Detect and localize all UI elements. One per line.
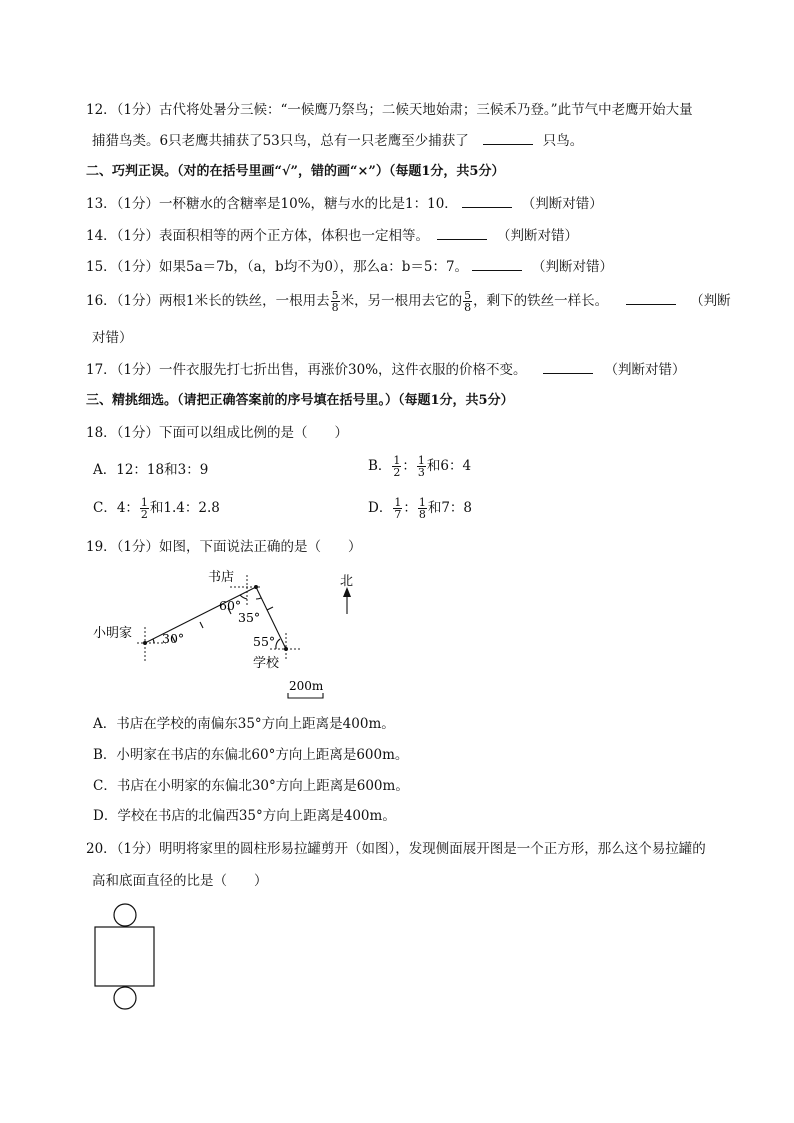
q16-text-a: 16．（1分）两根1米长的铁丝，一根用去 bbox=[86, 293, 330, 309]
q12-text: 捕猎鸟类。6只老鹰共捕获了53只鸟，总有一只老鹰至少捕获了 bbox=[92, 133, 469, 149]
q18-b-colon: ： bbox=[402, 458, 416, 474]
section3-heading: 三、精挑细选。（请把正确答案前的序号填在括号里。）（每题1分，共5分） bbox=[86, 393, 514, 408]
q13 bbox=[86, 193, 603, 214]
q19-stem: 19．（1分）如图，下面说法正确的是（ ） bbox=[86, 539, 362, 555]
q18-d-label: D． bbox=[368, 500, 393, 516]
fig-home-label: 小明家 bbox=[93, 626, 133, 641]
q20-cylinder-net-figure bbox=[88, 900, 168, 1015]
q16-fraction-1: $\frac{5}{8}$ bbox=[331, 289, 339, 314]
q16-line2: 对错） bbox=[92, 330, 133, 346]
q17-text: 17．（1分）一件衣服先打七折出售，再涨价30%，这件衣服的价格不变。 bbox=[86, 362, 527, 378]
q16-text-c: ，剩下的铁丝一样长。 bbox=[473, 293, 609, 309]
q18-d-colon: ： bbox=[403, 500, 417, 516]
q18-stem: 18．（1分）下面可以组成比例的是（ ） bbox=[86, 425, 349, 441]
fig-angle-30: 30° bbox=[162, 631, 185, 646]
fig-bookstore-label: 书店 bbox=[208, 570, 235, 585]
q20-line2: 高和底面直径的比是（ ） bbox=[92, 873, 268, 889]
q18-b-text: 和6：4 bbox=[426, 458, 472, 474]
q12-answer-blank[interactable] bbox=[483, 130, 533, 145]
q19-option-b[interactable]: B．小明家在书店的东偏北60°方向上距离是600m。 bbox=[93, 747, 409, 763]
fig-school-label: 学校 bbox=[253, 656, 280, 671]
q18-option-c[interactable] bbox=[93, 497, 220, 520]
q15-answer-blank[interactable] bbox=[472, 256, 522, 271]
q14-text: 14．（1分）表面积相等的两个正方体，体积也一定相等。 bbox=[86, 228, 430, 244]
fig-angle-35: 35° bbox=[238, 610, 261, 625]
q16-fraction-2: $\frac{5}{8}$ bbox=[464, 289, 472, 314]
q14-answer-blank[interactable] bbox=[437, 225, 487, 240]
fig-scale-label: 200m bbox=[289, 679, 324, 693]
q19-direction-figure bbox=[90, 565, 380, 700]
fig-north-label: 北 bbox=[340, 574, 354, 589]
q15-text: 15．（1分）如果5a＝7b，（a，b均不为0），那么a：b＝5：7。 bbox=[86, 259, 469, 275]
q19-option-d[interactable]: D．学校在书店的北偏西35°方向上距离是400m。 bbox=[93, 808, 396, 824]
q13-text: 13．（1分）一杯糖水的含糖率是10%，糖与水的比是1：10． bbox=[86, 196, 458, 212]
q18-option-a[interactable]: A．12：18和3：9 bbox=[93, 462, 209, 478]
q16-line1 bbox=[86, 290, 731, 313]
q12-unit: 只鸟。 bbox=[542, 133, 584, 149]
q19-option-c[interactable]: C．书店在小明家的东偏北30°方向上距离是600m。 bbox=[93, 778, 409, 794]
q18-option-d[interactable] bbox=[368, 497, 472, 520]
q16-text-b: 米，另一根用去它的 bbox=[340, 293, 463, 309]
q15 bbox=[86, 256, 613, 277]
q17-tail: （判断对错） bbox=[604, 362, 686, 378]
q16-tail: （判断 bbox=[690, 293, 731, 309]
q12-line2 bbox=[92, 130, 583, 151]
q18-c-label: C．4： bbox=[93, 500, 139, 516]
q18-d-frac2: $\frac{1}{8}$ bbox=[418, 496, 426, 521]
q18-b-frac2: $\frac{1}{3}$ bbox=[417, 454, 425, 479]
q18-c-text: 和1.4：2.8 bbox=[149, 500, 220, 516]
q13-tail: （判断对错） bbox=[521, 196, 603, 212]
q17 bbox=[86, 359, 686, 380]
q16-answer-blank[interactable] bbox=[626, 290, 676, 305]
q18-option-b[interactable] bbox=[368, 455, 471, 478]
fig-angle-55: 55° bbox=[253, 634, 276, 649]
q14-tail: （判断对错） bbox=[497, 228, 579, 244]
q18-b-frac1: $\frac{1}{2}$ bbox=[393, 454, 401, 479]
q17-answer-blank[interactable] bbox=[543, 359, 593, 374]
q15-tail: （判断对错） bbox=[532, 259, 614, 275]
q18-b-label: B． bbox=[368, 458, 392, 474]
section2-heading: 二、巧判正误。（对的在括号里画“√”，错的画“×”）（每题1分，共5分） bbox=[86, 164, 505, 179]
q12-line1: 12．（1分）古代将处暑分三候：“一候鹰乃祭鸟；二候天地始肃；三候禾乃登。”此节气中老鹰开始大量 bbox=[86, 102, 693, 118]
q20-line1: 20．（1分）明明将家里的圆柱形易拉罐剪开（如图），发现侧面展开图是一个正方形，那么这个易拉罐的 bbox=[86, 841, 706, 857]
q18-c-frac: $\frac{1}{2}$ bbox=[140, 496, 148, 521]
q18-d-text: 和7：8 bbox=[427, 500, 473, 516]
q18-d-frac1: $\frac{1}{7}$ bbox=[394, 496, 402, 521]
q19-option-a[interactable]: A．书店在学校的南偏东35°方向上距离是400m。 bbox=[93, 716, 395, 732]
q13-answer-blank[interactable] bbox=[462, 193, 512, 208]
fig-angle-60: 60° bbox=[219, 598, 242, 613]
q14 bbox=[86, 225, 578, 246]
